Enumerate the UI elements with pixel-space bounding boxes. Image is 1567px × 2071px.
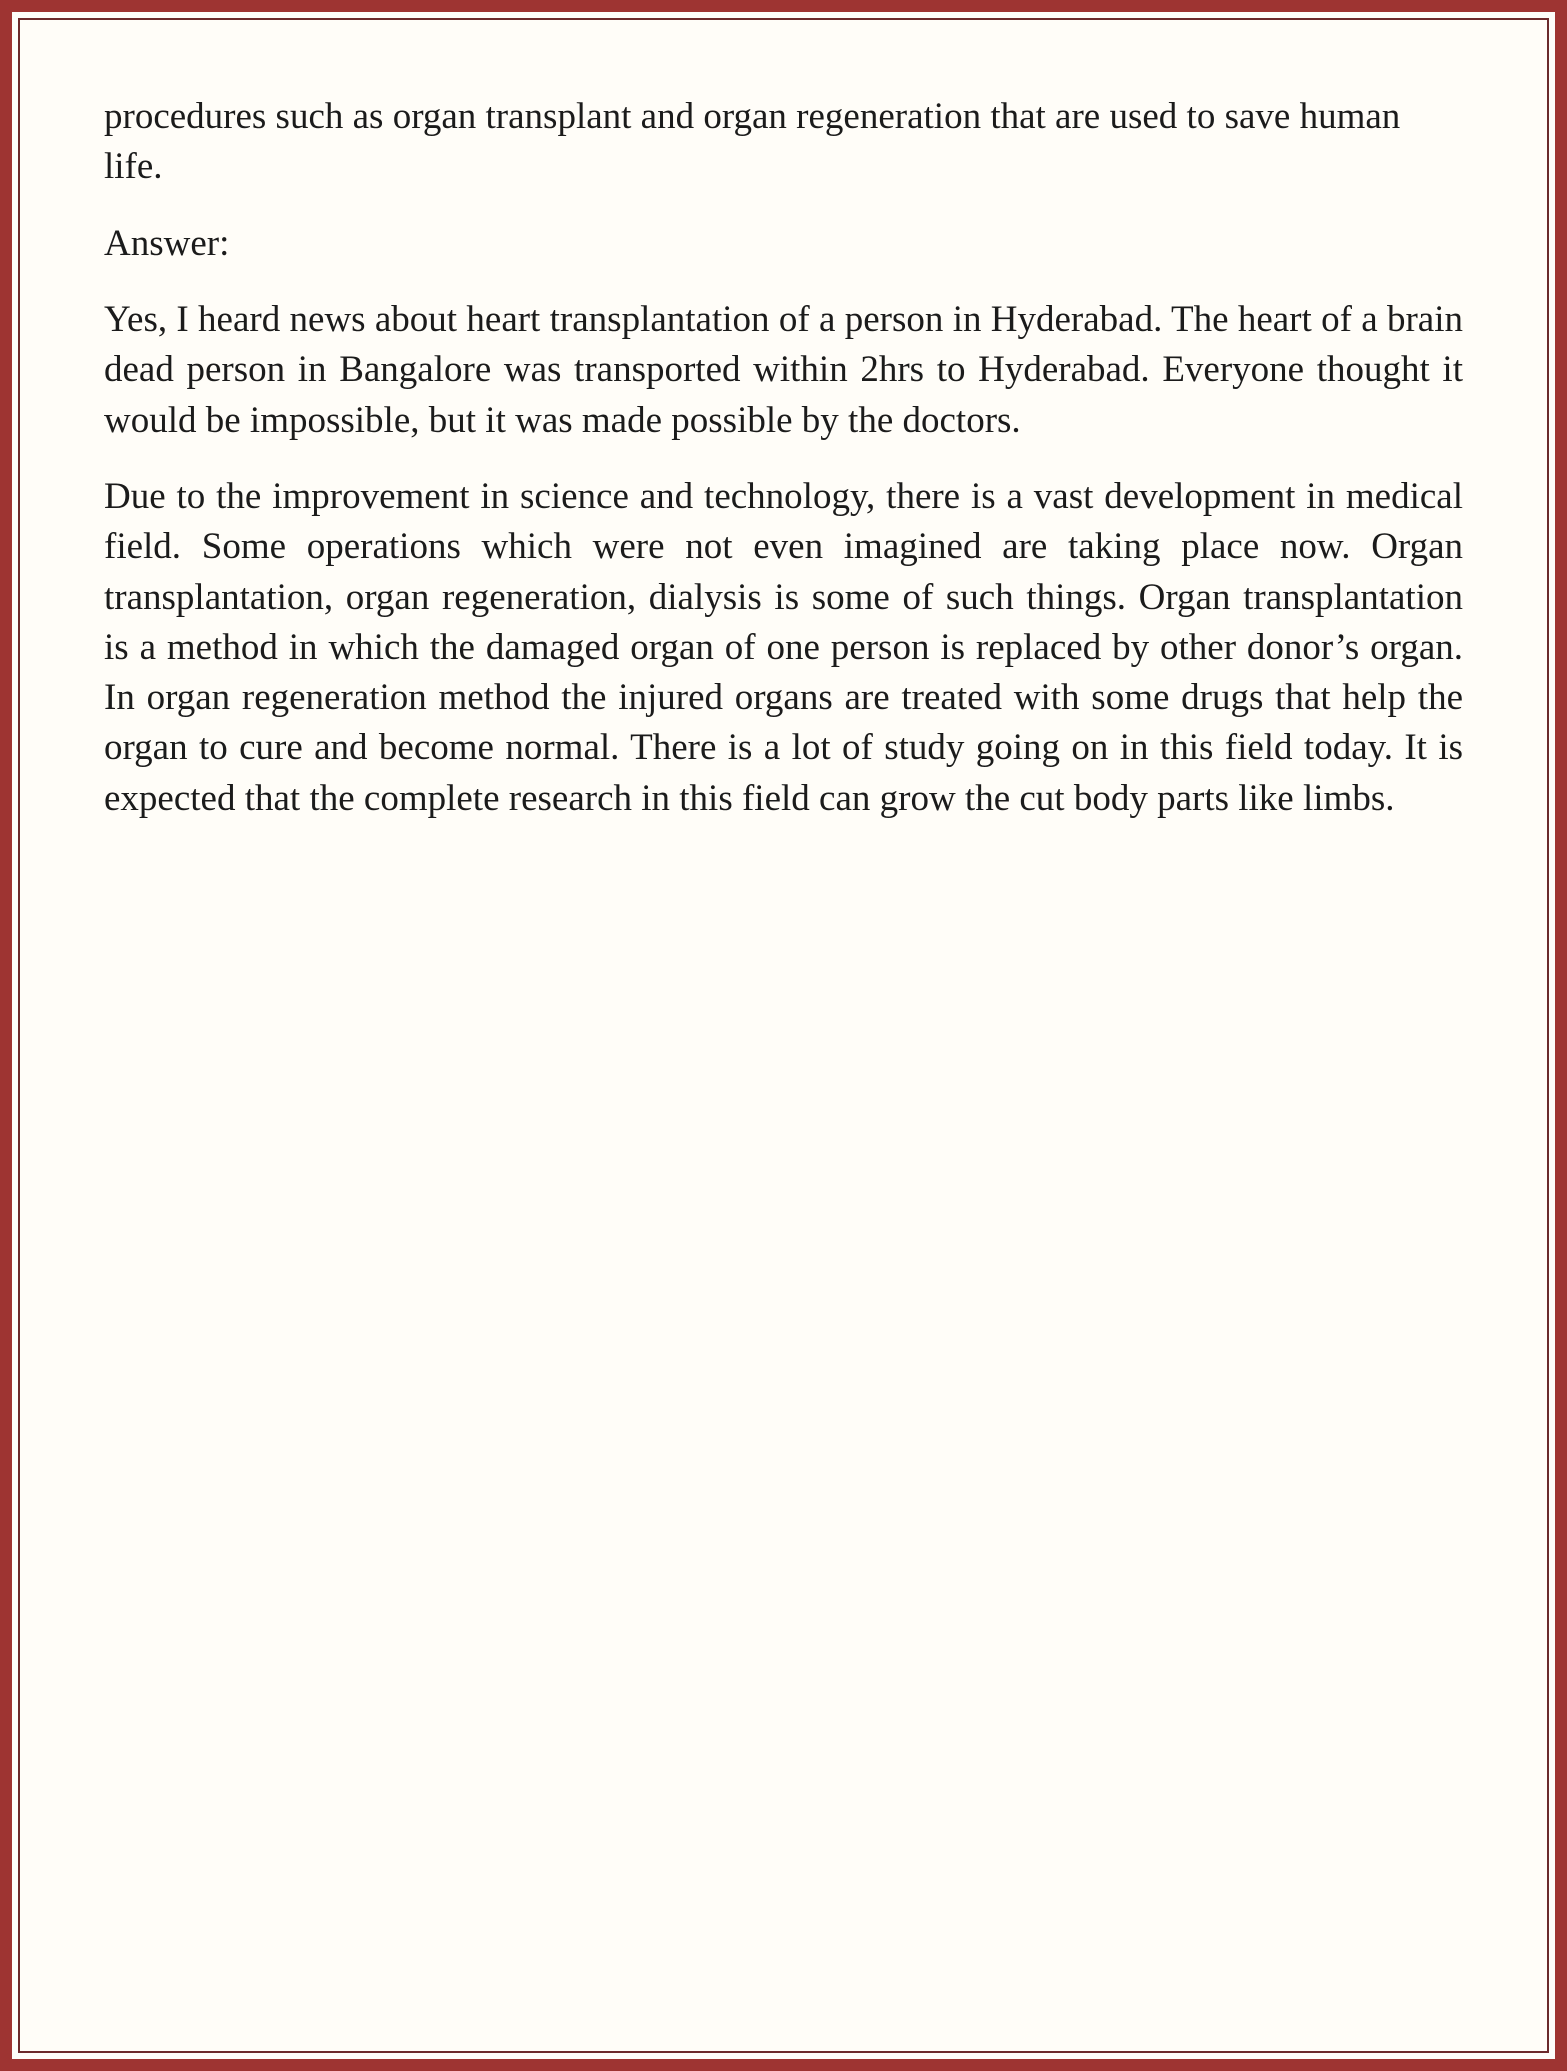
document-page: [20, 20, 1547, 2051]
border-white-gap: [12, 12, 1555, 2059]
answer-paragraph-one: Yes, I heard news about heart transplantation of a person in Hyderabad. The heart of a brain dead person in Bangalore was transported within 2hrs to Hyderabad. Everyone thought it would be impossible, but it was made possible by the doctors.: [104, 298, 1463, 441]
answer-paragraph-two: Due to the improvement in science and technology, there is a vast development in medical field. Some operations which were not even imagined are taking place now. Organ transplantation, organ regeneration, dialysis is some of such things. Organ transplantation is a method in which the damaged organ of one person is replaced by other donor’s organ. In organ regeneration method the injured organs are treated with some drugs that help the organ to cure and become normal. There is a lot of study going on in this field today. It is expected that the complete research in this field can grow the cut body parts like limbs.: [104, 475, 1463, 819]
document-body: [104, 92, 1463, 824]
paragraph-continued: procedures such as organ transplant and organ regeneration that are used to save human life.: [104, 96, 1401, 188]
border-inner-rule: [18, 18, 1549, 2053]
answer-label: Answer:: [104, 222, 230, 264]
